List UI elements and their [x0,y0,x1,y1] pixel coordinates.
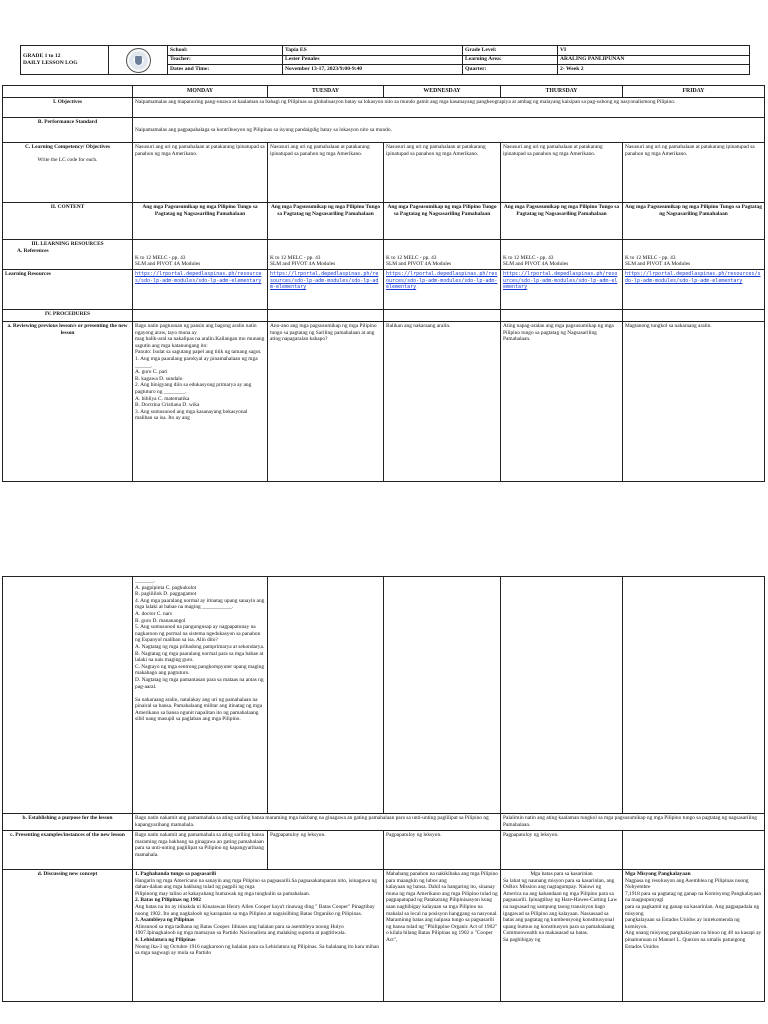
lr-tue-cell [268,270,384,310]
discuss-fri-cell [623,870,765,1002]
competency-note: Write the LC code for each. [37,156,98,163]
review-label: a. Reviewing previous lesson/s or presenting the new lesson [3,322,133,482]
performance-text: Naipamamalas ang pagpapahalaga sa kontribusyon ng Pilipinas sa isyung pandaigdig batay sa lokasyon nito sa mundo. [133,118,765,143]
examples-fri [623,831,765,870]
deped-seal-icon [126,48,151,73]
content-fri: Ang mga Pagsusumikap ng mga Pilipino Tungo sa Pagtatag ng Nagsasariling Pamahalaan [623,203,765,240]
examples-tue: Pagpapatuloy ng leksyon. [268,831,384,870]
review-fri: Magtanong tungkol sa nakaraang aralin. [623,322,765,482]
lr-fri-cell [623,270,765,310]
review-wed: Balikan ang nakaraang aralin. [384,322,501,482]
review-cont-mon: _______. A. pagpipinta C. pagkukulot B. paglililok D. paggagamot 4. Ang mga paaralang normal ay itinatag upang sanayin ang mga lalaki at babae na maging ___________. A. doctor C. nars B. guro D. mananangol 5. Ang sumusunod na pangungusap ay nagpapatunay na nagkaroon ng pormal na sistema ngedukasyon sa panahon ng Espanyol maliban sa isa. Alin dito? A. Nagtatag ng mga pribadong pamprimarya at sekondarya. B. Nagtatag ng mga paaralang normal para sa mga babae at lalaki na nais maging guro. C. Nagtayo ng mga sentrong pangkompyuter upang maging makabago ang pagtuturo. D. Nagtatag ng mga pamantasan para sa mataas na antas ng pag-aaral. Sa nakaraang aralin, natalakay ang uri ng pamahalaan na pinairal sa bansa. Pamahalaang militar ang itinatag ng mga Amerikano sa bansa ngunit napalitan ito ng pamahalaang sibil nang masupil sa paglaban ang mga Pilipino. [133,577,268,814]
content-tue: Ang mga Pagsusumikap ng mga Pilipino Tungo sa Pagtatag ng Nagsasariling Pamahalaan [268,203,384,240]
discuss-heading-1: 1. Paghahanda tungo sa pagsasarili [135,871,217,877]
competency-label: C. Learning Competency/ Objectives [24,144,111,151]
purpose-right: Palalimin natin ang ating kaalaman tungkol sa mga pagsusumikap ng mga Pilipino tungo sa pagtatag ng nagsasariling Pamahalaan. [501,814,765,831]
examples-wed: Pagpapatuloy ng leksyon. [384,831,501,870]
competency-fri: Nasusuri ang uri ng pamahalaan at patakarang ipinatupad sa panahon ng mga Amerikano. [623,143,765,203]
lr-mon-cell [133,270,268,310]
review-thu: Ating napag-aralan ang mga pagsusumikap ng mga Pilipino tungo sa pagtatag ng Nagsasariling Pamahalaan. [501,322,623,482]
lr-link-thu[interactable]: https://lrportal.depedlaspinas.ph/resources/sdo-lp-adm-modules/sdo-lp-adm-elementary [503,271,618,291]
day-thursday: THURSDAY [501,86,623,98]
discuss-para-3: Alinsunod sa mga tadhana ng Batas Cooper. Idinaos ang halalan para sa asembleya noong Hulyo 1907.Ipinagkaloob ng mga mamayan sa Partido Nacionalista ang malaking suporta at pagtitiwala. [135,923,346,937]
discuss-mon [133,870,384,1002]
review-mon: Bago natin pagtuunan ng pansin ang bagong aralin natin ngayong araw, tayo muna ay mag balik-aral sa nakalipas na aralin.Kailangan mo munang sagutin ang mga katanungang ito: Panuto: Isulat sa sagutang papel ang titik ng tamang sagot. 1. Ang mga paaralang parokyal ay pinamahalaan ng mga ______. A. guro C. pari B. kagawa D. sundalo 2. Ang binigyang diin sa edukasyong primarya ay ang pagtuturo ng ________. A. bibliya C. matematika B. Doctrina Cristiana D. wika 3. Ang sumusunod ang mga kasanayang bokasyonal maliban sa isa. Ito ay ang [133,322,268,482]
objectives-text: Naipamamalas ang mapanuring pang-unawa at kaalaman sa bahagi ng Pilipinas sa globalisasyon batay sa lokasyon nito sa mundo gamit ang mga kasanayang pangheograpiya at ambag ng malayang kaisipan sa pag-usbong ng nasyonalismong Pilipino. [133,98,765,118]
competency-tue: Nasusuri ang uri ng pamahalaan at patakarang ipinatupad sa panahon ng mga Amerikano. [268,143,384,203]
content-thu: Ang mga Pagsusumikap ng mga Pilipino Tungo sa Pagtatag ng Nagsasariling Pamahalaan [501,203,623,240]
teacher-value: Lester Penales [283,55,463,65]
content-label: II. CONTENT [3,203,133,240]
content-mon: Ang mga Pagsusumikap ng mga Pilipino Tungo sa Pagtatag ng Nagsasariling Pamahalaan [133,203,268,240]
performance-label: B. Performance Standard [3,118,133,143]
ref-fri: K to 12 MELC - pp. 43 SLM and PIVOT 4A Modules [623,240,765,270]
lr-thu-cell [501,270,623,310]
area-label: Learning Area: [463,55,558,65]
title-line-1: GRADE 1 to 12 [23,53,61,60]
discuss-thu-cell [501,870,623,1002]
discuss-thu-text: Sa lahat ng naunang misyon para sa kasarinlan, ang OsRox Mission ang nagtagumpay. Naiuwi ng America na ang kahandaan ng mga Pilipino para sa pagsasarili. Ipinagtibay ng Hare-Hawes-Cutting Law na nagsasad ng sampung taong transisyon bago igagawad sa Pilipino ang kalayaan. Nassasaad sa batas ang pagtatag ng kumbensyong konstitusyonal upang bumuo ng konstitusyon para sa pamahalaang Commonwealth na makasasad sa batas. Sa pagbibigay ng [503,877,618,943]
logo-cell [109,46,168,75]
lr-link-wed[interactable]: https://lrportal.depedlaspinas.ph/resources/sdo-lp-adm-modules/sdo-lp-adm-elementary [386,271,498,291]
procedures-label: IV. PROCEDURES [3,310,133,322]
ref-tue: K to 12 MELC - pp. 43 SLM and PIVOT 4A Modules [268,240,384,270]
lesson-table-page-2 [2,576,765,1002]
discuss-fri-heading: Mga Misyong Pangkalayaan [625,871,691,877]
discuss-para-2: Ang batas na ito ay itinakda ni Kinatawan Henry Allen Cooper kaya't tinawag ding " Batas Cooper" Pinagtibay noong 1902. Ito ang nagkaloob ng karapatan sa mga Pilipino at nagsisilbing Batas Organiko ng Pilipinas. [135,903,375,917]
review-tue: Ano-ano ang mga pagsusumikap ng mga Pilipino tungo sa pagtatag ng Sariling pamahalaan at ang ating napagaralan kahapo? [268,322,384,482]
competency-thu: Nasusuri ang uri ng pamahalaan at patakarang ipinatupad sa panahon ng mga Amerikano. [501,143,623,203]
quarter-value: 2- Week 2 [558,65,750,75]
examples-label: c. Presenting examples/instances of the new lesson [3,831,133,870]
area-value: ARALING PANLIPUNAN [558,55,750,65]
competency-label-cell [3,143,133,203]
references-label: A. References [17,247,49,254]
review-cont-label [3,577,133,814]
school-label: School: [168,46,283,56]
lr-wed-cell [384,270,501,310]
purpose-left: Bago natin nakamit ang pamamahala sa ating sariling bansa maraming mga hakbang na ginagawa an gating pamahalaan para sa unti-unting paglilipat sa Pilipino ng kapangyarihang mamahala. [133,814,501,831]
lr-link-fri[interactable]: https://lrportal.depedlaspinas.ph/resources/sdo-lp-adm-modules/sdo-lp-adm-elementary [625,271,761,284]
discuss-para-4: Noong ika-3 ng Octubre 1916 nagkaroon ng halalan para sa Lehislatura ng Pilipinas. Sa halalaang ito kara mihan sa mga nagwagi ay mula sa Partido [135,943,380,957]
lesson-table-page-1 [2,85,765,482]
dates-label: Dates and Time: [168,65,283,75]
discuss-label: d. Discussing new concept [3,870,133,1002]
corner-cell [3,86,133,98]
ref-mon: K to 12 MELC - pp. 43 SLM and PIVOT 4A Modules [133,240,268,270]
day-monday: MONDAY [133,86,268,98]
discuss-wed: Mahabang panahon na nakikibaka ang mga Pilipino para maangkin ng lubos ang kalayaan ng bansa. Dahil sa hangaring ito, sinanay muna ng mga Amerikano ang mga Pilipino tulad ng pagpapatupad ng Patakarang Pilipinisasyon kung saan nagbibigay kalayaan sa mga Pilipino na mahalal sa local na posisyon hanggang sa nasyonal. Maraminng batas ang naipasa tungo sa pagsasarili ng bansa tulad ng "Philippine Organic Act of 1902" o kilala bilang Batas Pilipinas ng 1902 o "Cooper Act", [384,870,501,1002]
ref-wed: K to 12 MELC - pp. 43 SLM and PIVOT 4A Modules [384,240,501,270]
examples-thu: Pagpapatuloy ng leksyon. [501,831,623,870]
discuss-fri-text: Nagpasa ng resolusyon ang Asemblea ng Pilipinas noong Nobyembre 7,1918 para sa pagtatag ng ganap na Komisyong Pangkalayaan na magpupunyagi para sa pagkamit ng ganap na kasarinlan. Ang pagpapadala ng misyong pangkalayaan sa Estados Unidos ay inirekomenda ng komisyon. Ang unang misyong pangkalayaan na binuo ng 40 na kasapi ay pinamunuan ni Manuel L. Quezon na umalis patungong Estados Unidos [625,877,762,950]
resources-label: III. LEARNING RESOURCES [31,241,104,248]
competency-wed: Nasusuri ang uri ng pamahalaan at patakarang ipinatupad sa panahon ng mga Amerikano. [384,143,501,203]
header-table [20,45,750,75]
discuss-heading-2: 2. Batas ng Pilipinas ng 1902 [135,897,201,904]
competency-mon: Nasusuri ang uri ng pamahalaan at patakarang ipinatupad sa panahon ng mga Amerikano. [133,143,268,203]
title-cell [21,46,109,75]
resources-label-cell [3,240,133,270]
discuss-para-1: Hangarin ng mga Americano na sanayin ang mga Pilipino sa pagsasarili.Sa pagsasakatuparan nito, isinagawa ng dahan-dahan ang mga hakbang tulad ng pagpili ng mga Pilipinong may talino at kakayahang humawak ng mga tungkulin sa pamahalaan. [135,877,377,897]
objectives-label: I. Objectives [3,98,133,118]
purpose-label: b. Establishing a purpose for the lesson [3,814,133,831]
day-wednesday: WEDNESDAY [384,86,501,98]
grade-value: VI [558,46,750,56]
day-friday: FRIDAY [623,86,765,98]
title-line-2: DAILY LESSON LOG [23,60,78,66]
content-wed: Ang mga Pagsusumikap ng mga Pilipino Tungo sa Pagtatag ng Nagsasariling Pamahalaan [384,203,501,240]
examples-mon: Bago natin nakamit ang pamamahala sa ating sariling bansa maraming mga hakbang na ginagawa an gating pamahalaan para sa unti-unting paglilipat sa Pilipino ng kapangyarihang mamahala. [133,831,268,870]
dates-value: November 13-17, 2023/9:00-9:40 [283,65,463,75]
school-value: Tapia ES [283,46,463,56]
discuss-heading-3: 3. Asambleya ng Pilipinas [135,917,195,924]
discuss-heading-4: 4. Lehislatura ng Pilipinas [135,936,196,943]
quarter-label: Quarter: [463,65,558,75]
grade-label: Grade Level: [463,46,558,56]
ref-thu: K to 12 MELC - pp. 43 SLM and PIVOT 4A Modules [501,240,623,270]
discuss-thu-heading: Mga batas para sa kasarinlan [530,871,593,877]
teacher-label: Teacher: [168,55,283,65]
lr-link-mon[interactable]: https://lrportal.depedlaspinas.ph/resources/sdo-lp-adm-modules/sdo-lp-adm-elementary [135,271,262,284]
day-tuesday: TUESDAY [268,86,384,98]
lr-link-tue[interactable]: https://lrportal.depedlaspinas.ph/resources/sdo-lp-adm-modules/sdo-lp-adm-elementary [270,271,379,291]
lr-label: Learning Resources [3,270,133,310]
